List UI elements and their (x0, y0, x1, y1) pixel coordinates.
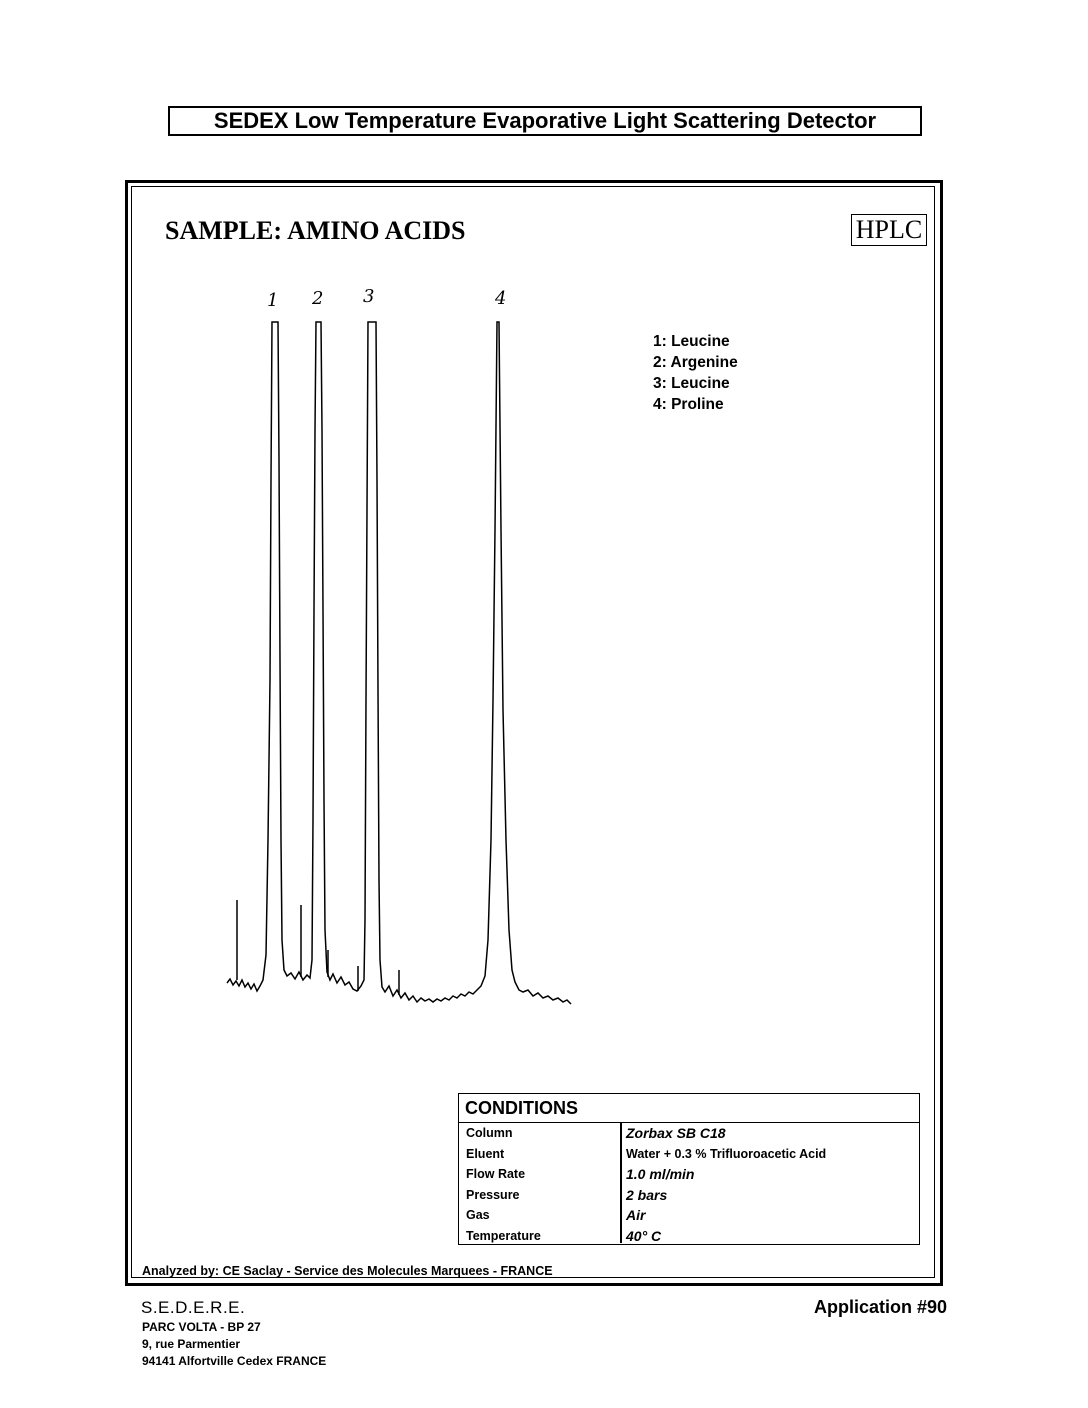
condition-row (459, 1185, 919, 1206)
chromatogram-trace (227, 322, 571, 1004)
document-title: SEDEX Low Temperature Evaporative Light Scattering Detector (168, 106, 922, 136)
peak-label-4: 4 (495, 288, 507, 309)
condition-value: Zorbax SB C18 (626, 1125, 726, 1141)
peak-legend (653, 331, 738, 415)
legend-item: 3: Leucine (653, 375, 730, 392)
sample-title: SAMPLE: AMINO ACIDS (165, 216, 466, 245)
peak-label-3: 3 (363, 286, 375, 307)
address-line: 9, rue Parmentier (142, 1337, 241, 1351)
conditions-heading: CONDITIONS (459, 1094, 919, 1123)
legend-item: 1: Leucine (653, 333, 730, 350)
address-line: PARC VOLTA - BP 27 (142, 1320, 261, 1334)
hplc-badge: HPLC (851, 214, 927, 246)
legend-item: 4: Proline (653, 396, 724, 413)
condition-value: Air (626, 1207, 646, 1223)
chromatogram (215, 280, 585, 1010)
condition-row (459, 1164, 919, 1185)
peak-label-1: 1 (267, 290, 279, 311)
conditions-table (458, 1093, 920, 1245)
condition-row (459, 1226, 919, 1247)
analyzed-by: Analyzed by: CE Saclay - Service des Molecules Marquees - FRANCE (142, 1264, 553, 1278)
condition-label: Gas (466, 1208, 490, 1222)
peak-label-2: 2 (312, 288, 324, 309)
legend-item: 2: Argenine (653, 354, 738, 371)
address-line: 94141 Alfortville Cedex FRANCE (142, 1354, 327, 1368)
condition-value: Water + 0.3 % Trifluoroacetic Acid (626, 1146, 827, 1161)
condition-label: Flow Rate (466, 1167, 526, 1181)
column-divider (620, 1123, 622, 1243)
condition-value: 40° C (626, 1227, 662, 1244)
condition-label: Eluent (466, 1146, 505, 1161)
condition-label: Temperature (466, 1228, 541, 1243)
condition-row (459, 1205, 919, 1226)
condition-label: Pressure (466, 1187, 520, 1202)
condition-value: 2 bars (626, 1186, 668, 1203)
condition-row (459, 1123, 919, 1144)
application-number: Application #90 (813, 1297, 947, 1317)
condition-label: Column (466, 1126, 513, 1140)
company-name: S.E.D.E.R.E. (141, 1298, 246, 1317)
condition-row (459, 1144, 919, 1165)
condition-value: 1.0 ml/min (626, 1166, 695, 1182)
